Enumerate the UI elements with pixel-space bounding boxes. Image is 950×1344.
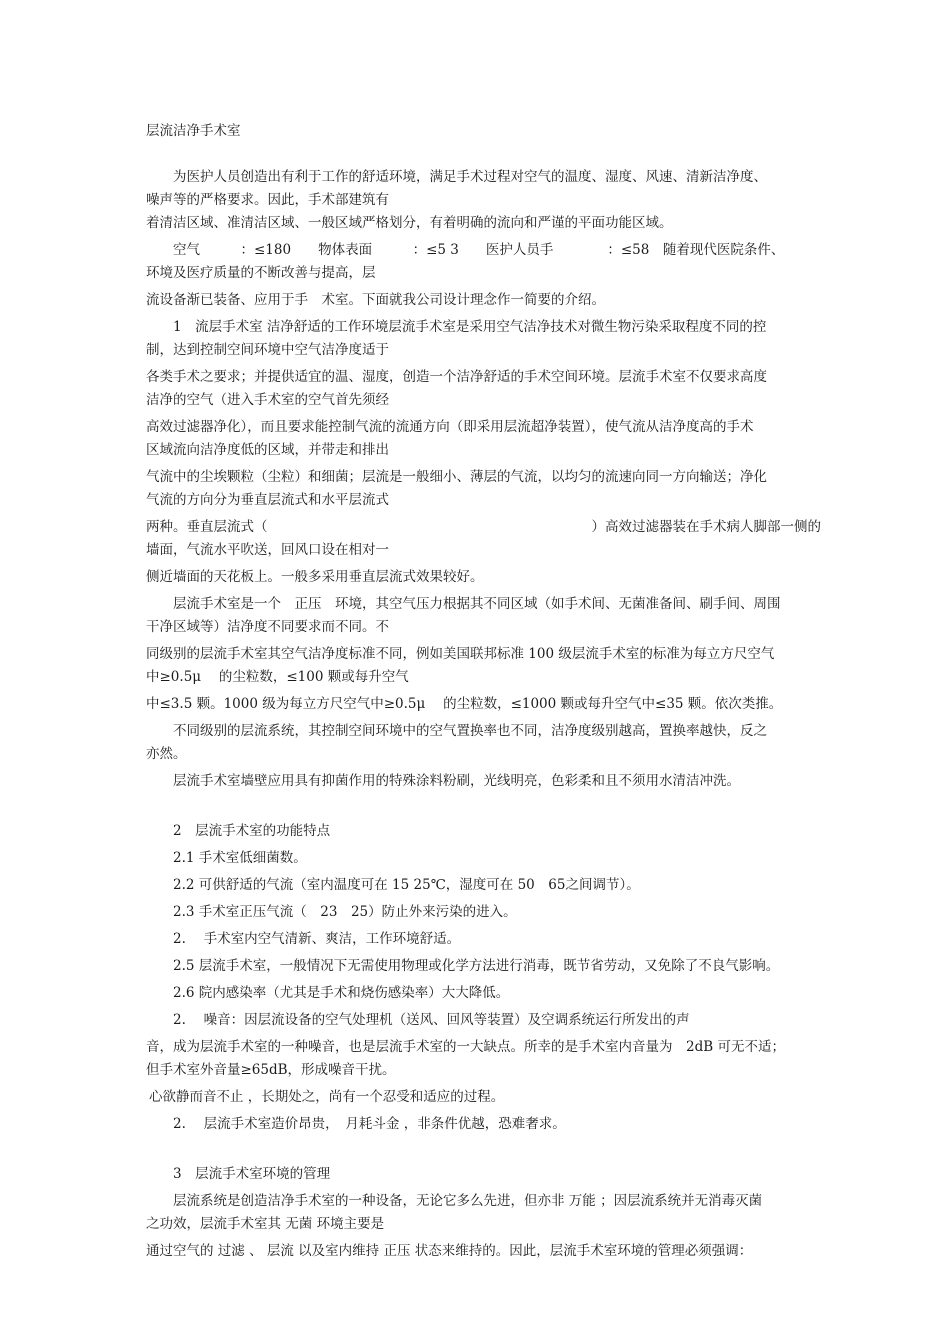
paragraph-line: 噪声等的严格要求。因此，手术部建筑有 <box>146 192 389 208</box>
paragraph-line: 层流手术室是一个 正压 环境，其空气压力根据其不同区域（如手术间、无菌准备间、刷手间、周围 <box>173 596 781 612</box>
paragraph-line: 但手术室外音量≥65dB，形成噪音干扰。 <box>146 1062 396 1078</box>
paragraph-line: 层流手术室墙壁应用具有抑菌作用的特殊涂料粉刷，光线明亮，色彩柔和且不须用水清洁冲洗。 <box>173 773 740 789</box>
list-item: 2.1 手术室低细菌数。 <box>173 850 307 866</box>
list-item: 2. 层流手术室造价昂贵， 月耗斗金 ，非条件优越，恐难奢求。 <box>173 1116 566 1132</box>
paragraph-line: 两种。垂直层流式（ ）高效过滤器装在手术病人脚部一侧的 <box>146 519 821 535</box>
paragraph-line: 墙面，气流水平吹送，回风口设在相对一 <box>146 542 389 558</box>
paragraph-line: 区域流向洁净度低的区域，并带走和排出 <box>146 442 389 458</box>
paragraph-line: 气流中的尘埃颗粒（尘粒）和细菌；层流是一般细小、薄层的气流，以均匀的流速向同一方向输送；净化 <box>146 469 767 485</box>
list-item: 2. 噪音：因层流设备的空气处理机（送风、回风等装置）及空调系统运行所发出的声 <box>173 1012 690 1028</box>
paragraph-line: 高效过滤器净化），而且要求能控制气流的流通方向（即采用层流超净装置），使气流从洁净度高的手术 <box>146 419 754 435</box>
list-item: 2.3 手术室正压气流（ 23 25）防止外来污染的进入。 <box>173 904 517 920</box>
paragraph-line: 环境及医疗质量的不断改善与提高，层 <box>146 265 376 281</box>
paragraph-line: 1 流层手术室 洁净舒适的工作环境层流手术室是采用空气洁净技术对微生物污染采取程度不同的控 <box>173 319 767 335</box>
section-heading: 2 层流手术室的功能特点 <box>173 823 331 839</box>
paragraph-line: 心欲静而音不止 ，长期处之，尚有一个忍受和适应的过程。 <box>149 1089 505 1105</box>
list-item: 2. 手术室内空气清新、爽洁，工作环境舒适。 <box>173 931 461 947</box>
document-title: 层流洁净手术室 <box>146 123 241 139</box>
paragraph-line: 为医护人员创造出有利于工作的舒适环境，满足手术过程对空气的温度、湿度、风速、清新洁净度、 <box>173 169 767 185</box>
paragraph-line: 侧近墙面的天花板上。一般多采用垂直层流式效果较好。 <box>146 569 484 585</box>
list-item: 2.5 层流手术室，一般情况下无需使用物理或化学方法进行消毒，既节省劳动，又免除了不良气影响。 <box>173 958 780 974</box>
paragraph-line: 着清洁区域、准清洁区域、一般区域严格划分，有着明确的流向和严谨的平面功能区域。 <box>146 215 673 231</box>
paragraph-line: 中≤3.5 颗。1000 级为每立方尺空气中≥0.5μ 的尘粒数，≤1000 颗或每升空气中≤35 颗。依次类推。 <box>146 696 783 712</box>
paragraph-line: 各类手术之要求；并提供适宜的温、湿度，创造一个洁净舒适的手术空间环境。层流手术室不仅要求高度 <box>146 369 767 385</box>
paragraph-line: 干净区域等）洁净度不同要求而不同。不 <box>146 619 389 635</box>
paragraph-line: 音，成为层流手术室的一种噪音，也是层流手术室的一大缺点。所幸的是手术室内音量为 2dB 可无不适； <box>146 1039 785 1055</box>
paragraph-line: 洁净的空气（进入手术室的空气首先须经 <box>146 392 389 408</box>
paragraph-line: 通过空气的 过滤 、 层流 以及室内维持 正压 状态来维持的。因此，层流手术室环境的管理必须强调： <box>146 1243 753 1259</box>
paragraph-line: 空气 ：≤180 物体表面 ：≤5 3 医护人员手 ：≤58 随着现代医院条件、 <box>173 242 785 258</box>
paragraph-line: 气流的方向分为垂直层流式和水平层流式 <box>146 492 389 508</box>
list-item: 2.6 院内感染率（尤其是手术和烧伤感染率）大大降低。 <box>173 985 510 1001</box>
paragraph-line: 层流系统是创造洁净手术室的一种设备，无论它多么先进，但亦非 万能 ；因层流系统并无消毒灭菌 <box>173 1193 763 1209</box>
list-item: 2.2 可供舒适的气流（室内温度可在 15 25℃，湿度可在 50 65之间调节）。 <box>173 877 640 893</box>
paragraph-line: 同级别的层流手术室其空气洁净度标准不同，例如美国联邦标准 100 级层流手术室的标准为每立方尺空气 <box>146 646 775 662</box>
paragraph-line: 不同级别的层流系统，其控制空间环境中的空气置换率也不同，洁净度级别越高，置换率越快，反之 <box>173 723 767 739</box>
paragraph-line: 亦然。 <box>146 746 187 762</box>
section-heading: 3 层流手术室环境的管理 <box>173 1166 331 1182</box>
paragraph-line: 之功效，层流手术室其 无菌 环境主要是 <box>146 1216 385 1232</box>
paragraph-line: 中≥0.5μ 的尘粒数，≤100 颗或每升空气 <box>146 669 409 685</box>
paragraph-line: 制，达到控制空间环境中空气洁净度适于 <box>146 342 389 358</box>
paragraph-line: 流设备渐已装备、应用于手 术室。下面就我公司设计理念作一简要的介绍。 <box>146 292 605 308</box>
